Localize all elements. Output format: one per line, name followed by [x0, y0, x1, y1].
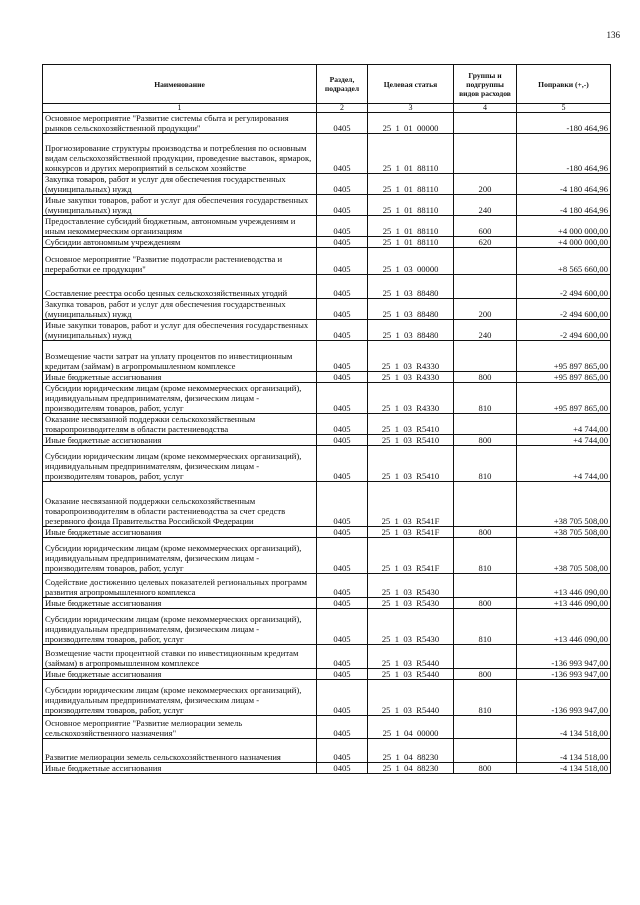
table-row	[43, 482, 611, 527]
cell-group: 620	[454, 237, 517, 248]
cell-group: 200	[454, 299, 517, 320]
cell-target: 25 1 01 88110	[368, 174, 454, 195]
cell-amount: -4 134 518,00	[517, 763, 611, 774]
table-row	[43, 237, 611, 248]
cell-section: 0405	[317, 414, 368, 435]
cell-group: 800	[454, 435, 517, 446]
cell-group: 810	[454, 446, 517, 482]
cell-group: 200	[454, 174, 517, 195]
table-row	[43, 598, 611, 609]
table-row	[43, 446, 611, 482]
cell-target: 25 1 03 R5440	[368, 680, 454, 716]
cell-group: 800	[454, 598, 517, 609]
cell-target: 25 1 03 R5430	[368, 574, 454, 598]
cell-section: 0405	[317, 195, 368, 216]
table-row	[43, 538, 611, 574]
column-number-row	[43, 104, 611, 113]
cell-name: Иные бюджетные ассигнования	[43, 435, 317, 446]
cell-section: 0405	[317, 299, 368, 320]
table-header-row	[43, 65, 611, 104]
cell-group	[454, 341, 517, 372]
cell-target: 25 1 03 R541F	[368, 482, 454, 527]
cell-group: 800	[454, 669, 517, 680]
cell-name: Оказание несвязанной поддержки сельскохозяйственным товаропроизводителям в области растениеводства за счет средств резервного фонда Правительства Российской Федерации	[43, 482, 317, 527]
cell-amount: -136 993 947,00	[517, 680, 611, 716]
budget-amendments-table	[42, 64, 611, 774]
table-row	[43, 680, 611, 716]
cell-amount: -4 180 464,96	[517, 195, 611, 216]
cell-name: Прогнозирование структуры производства и потребления по основным видам сельскохозяйственной продукции, проведение выставок, ярмарок, конкурсов и других мероприятий в сельском хозяйстве	[43, 134, 317, 174]
cell-amount: +4 744,00	[517, 414, 611, 435]
cell-amount: -4 134 518,00	[517, 739, 611, 763]
cell-amount: +4 744,00	[517, 446, 611, 482]
header-section: Раздел, подраздел	[317, 65, 368, 104]
cell-amount: +95 897 865,00	[517, 372, 611, 383]
table-row	[43, 414, 611, 435]
cell-amount: -4 180 464,96	[517, 174, 611, 195]
table-row	[43, 609, 611, 645]
table-row	[43, 320, 611, 341]
table-row	[43, 574, 611, 598]
cell-section: 0405	[317, 609, 368, 645]
cell-section: 0405	[317, 174, 368, 195]
cell-amount: +4 000 000,00	[517, 237, 611, 248]
cell-group: 810	[454, 538, 517, 574]
header-target: Целевая статья	[368, 65, 454, 104]
cell-group	[454, 739, 517, 763]
header-groups: Группы и подгруппы видов расходов	[454, 65, 517, 104]
cell-section: 0405	[317, 383, 368, 414]
cell-group: 810	[454, 383, 517, 414]
cell-section: 0405	[317, 341, 368, 372]
cell-name: Предоставление субсидий бюджетным, автономным учреждениям и иным некоммерческим организациям	[43, 216, 317, 237]
cell-target: 25 1 03 88480	[368, 275, 454, 299]
cell-section: 0405	[317, 216, 368, 237]
cell-amount: +95 897 865,00	[517, 341, 611, 372]
cell-target: 25 1 03 R5440	[368, 645, 454, 669]
cell-target: 25 1 04 88230	[368, 763, 454, 774]
header-amendments: Поправки (+,-)	[517, 65, 611, 104]
cell-target: 25 1 03 R5410	[368, 435, 454, 446]
cell-amount: +38 705 508,00	[517, 482, 611, 527]
table-row	[43, 763, 611, 774]
cell-section: 0405	[317, 248, 368, 275]
cell-name: Основное мероприятие "Развитие мелиорации земель сельскохозяйственного назначения"	[43, 716, 317, 739]
cell-group: 240	[454, 195, 517, 216]
page-number: 136	[606, 30, 620, 40]
cell-target: 25 1 03 00000	[368, 248, 454, 275]
cell-target: 25 1 03 R5440	[368, 669, 454, 680]
cell-name: Содействие достижению целевых показателей региональных программ развития агропромышленного комплекса	[43, 574, 317, 598]
cell-group: 810	[454, 609, 517, 645]
cell-amount: +13 446 090,00	[517, 574, 611, 598]
cell-group: 800	[454, 763, 517, 774]
table-row	[43, 134, 611, 174]
table-row	[43, 275, 611, 299]
cell-name: Иные бюджетные ассигнования	[43, 669, 317, 680]
table-row	[43, 216, 611, 237]
cell-amount: +8 565 660,00	[517, 248, 611, 275]
cell-amount: -2 494 600,00	[517, 320, 611, 341]
cell-target: 25 1 04 00000	[368, 716, 454, 739]
cell-section: 0405	[317, 538, 368, 574]
cell-amount: -180 464,96	[517, 134, 611, 174]
cell-group: 600	[454, 216, 517, 237]
cell-target: 25 1 01 88110	[368, 216, 454, 237]
cell-name: Субсидии юридическим лицам (кроме некоммерческих организаций), индивидуальным предпринимателям, физическим лицам - производителям товаров, работ, услуг	[43, 609, 317, 645]
table-row	[43, 383, 611, 414]
cell-name: Иные бюджетные ассигнования	[43, 372, 317, 383]
cell-amount: -136 993 947,00	[517, 645, 611, 669]
cell-name: Субсидии юридическим лицам (кроме некоммерческих организаций), индивидуальным предпринимателям, физическим лицам - производителям товаров, работ, услуг	[43, 538, 317, 574]
cell-target: 25 1 03 R541F	[368, 527, 454, 538]
cell-group	[454, 574, 517, 598]
cell-target: 25 1 01 88110	[368, 237, 454, 248]
cell-amount: -2 494 600,00	[517, 299, 611, 320]
cell-amount: -136 993 947,00	[517, 669, 611, 680]
cell-target: 25 1 04 88230	[368, 739, 454, 763]
cell-name: Субсидии юридическим лицам (кроме некоммерческих организаций), индивидуальным предпринимателям, физическим лицам - производителям товаров, работ, услуг	[43, 446, 317, 482]
cell-target: 25 1 03 R4330	[368, 383, 454, 414]
table-row	[43, 113, 611, 134]
cell-group	[454, 482, 517, 527]
cell-name: Иные закупки товаров, работ и услуг для обеспечения государственных (муниципальных) нужд	[43, 320, 317, 341]
cell-name: Закупка товаров, работ и услуг для обеспечения государственных (муниципальных) нужд	[43, 174, 317, 195]
cell-amount: +95 897 865,00	[517, 383, 611, 414]
cell-group	[454, 645, 517, 669]
cell-amount: +4 744,00	[517, 435, 611, 446]
cell-section: 0405	[317, 372, 368, 383]
cell-target: 25 1 03 R4330	[368, 372, 454, 383]
cell-section: 0405	[317, 680, 368, 716]
cell-amount: -2 494 600,00	[517, 275, 611, 299]
cell-section: 0405	[317, 435, 368, 446]
cell-amount: -180 464,96	[517, 113, 611, 134]
cell-name: Закупка товаров, работ и услуг для обеспечения государственных (муниципальных) нужд	[43, 299, 317, 320]
cell-target: 25 1 01 88110	[368, 134, 454, 174]
cell-amount: -4 134 518,00	[517, 716, 611, 739]
cell-section: 0405	[317, 645, 368, 669]
cell-target: 25 1 03 R5430	[368, 598, 454, 609]
table-row	[43, 739, 611, 763]
cell-group	[454, 414, 517, 435]
cell-target: 25 1 03 R5410	[368, 446, 454, 482]
table-body	[43, 113, 611, 774]
table-row	[43, 435, 611, 446]
cell-section: 0405	[317, 320, 368, 341]
cell-section: 0405	[317, 763, 368, 774]
cell-target: 25 1 03 88480	[368, 299, 454, 320]
cell-amount: +4 000 000,00	[517, 216, 611, 237]
cell-name: Субсидии юридическим лицам (кроме некоммерческих организаций), индивидуальным предпринимателям, физическим лицам - производителям товаров, работ, услуг	[43, 383, 317, 414]
cell-name: Основное мероприятие "Развитие системы сбыта и регулирования рынков сельскохозяйственной продукции"	[43, 113, 317, 134]
table-row	[43, 372, 611, 383]
cell-name: Развитие мелиорации земель сельскохозяйственного назначения	[43, 739, 317, 763]
cell-group	[454, 716, 517, 739]
cell-name: Основное мероприятие "Развитие подотрасли растениеводства и переработки ее продукции"	[43, 248, 317, 275]
cell-name: Субсидии автономным учреждениям	[43, 237, 317, 248]
cell-section: 0405	[317, 113, 368, 134]
cell-section: 0405	[317, 669, 368, 680]
cell-target: 25 1 03 R541F	[368, 538, 454, 574]
cell-amount: +13 446 090,00	[517, 598, 611, 609]
cell-name: Составление реестра особо ценных сельскохозяйственных угодий	[43, 275, 317, 299]
cell-section: 0405	[317, 134, 368, 174]
cell-group	[454, 248, 517, 275]
cell-group: 800	[454, 527, 517, 538]
column-number: 1	[43, 104, 317, 113]
column-number: 3	[368, 104, 454, 113]
cell-name: Иные бюджетные ассигнования	[43, 527, 317, 538]
column-number: 5	[517, 104, 611, 113]
cell-group	[454, 275, 517, 299]
cell-name: Иные закупки товаров, работ и услуг для обеспечения государственных (муниципальных) нужд	[43, 195, 317, 216]
cell-section: 0405	[317, 237, 368, 248]
column-number: 2	[317, 104, 368, 113]
cell-group: 240	[454, 320, 517, 341]
cell-group	[454, 113, 517, 134]
cell-group: 800	[454, 372, 517, 383]
cell-target: 25 1 03 88480	[368, 320, 454, 341]
cell-amount: +38 705 508,00	[517, 527, 611, 538]
cell-section: 0405	[317, 598, 368, 609]
cell-section: 0405	[317, 446, 368, 482]
table-row	[43, 299, 611, 320]
cell-target: 25 1 03 R4330	[368, 341, 454, 372]
cell-section: 0405	[317, 739, 368, 763]
cell-section: 0405	[317, 275, 368, 299]
cell-section: 0405	[317, 482, 368, 527]
cell-group: 810	[454, 680, 517, 716]
table-row	[43, 527, 611, 538]
cell-target: 25 1 03 R5430	[368, 609, 454, 645]
cell-group	[454, 134, 517, 174]
cell-target: 25 1 03 R5410	[368, 414, 454, 435]
cell-section: 0405	[317, 574, 368, 598]
cell-name: Возмещение части процентной ставки по инвестиционным кредитам (займам) в агропромышленном комплексе	[43, 645, 317, 669]
table-row	[43, 716, 611, 739]
table-row	[43, 248, 611, 275]
table-row	[43, 645, 611, 669]
cell-target: 25 1 01 88110	[368, 195, 454, 216]
cell-section: 0405	[317, 716, 368, 739]
cell-name: Возмещение части затрат на уплату процентов по инвестиционным кредитам (займам) в агропромышленном комплексе	[43, 341, 317, 372]
header-name: Наименование	[43, 65, 317, 104]
cell-name: Иные бюджетные ассигнования	[43, 763, 317, 774]
cell-amount: +38 705 508,00	[517, 538, 611, 574]
table-row	[43, 669, 611, 680]
column-number: 4	[454, 104, 517, 113]
table-row	[43, 341, 611, 372]
table-row	[43, 195, 611, 216]
cell-section: 0405	[317, 527, 368, 538]
cell-name: Иные бюджетные ассигнования	[43, 598, 317, 609]
cell-name: Оказание несвязанной поддержки сельскохозяйственным товаропроизводителям в области растениеводства	[43, 414, 317, 435]
cell-amount: +13 446 090,00	[517, 609, 611, 645]
table-row	[43, 174, 611, 195]
cell-target: 25 1 01 00000	[368, 113, 454, 134]
cell-name: Субсидии юридическим лицам (кроме некоммерческих организаций), индивидуальным предпринимателям, физическим лицам - производителям товаров, работ, услуг	[43, 680, 317, 716]
